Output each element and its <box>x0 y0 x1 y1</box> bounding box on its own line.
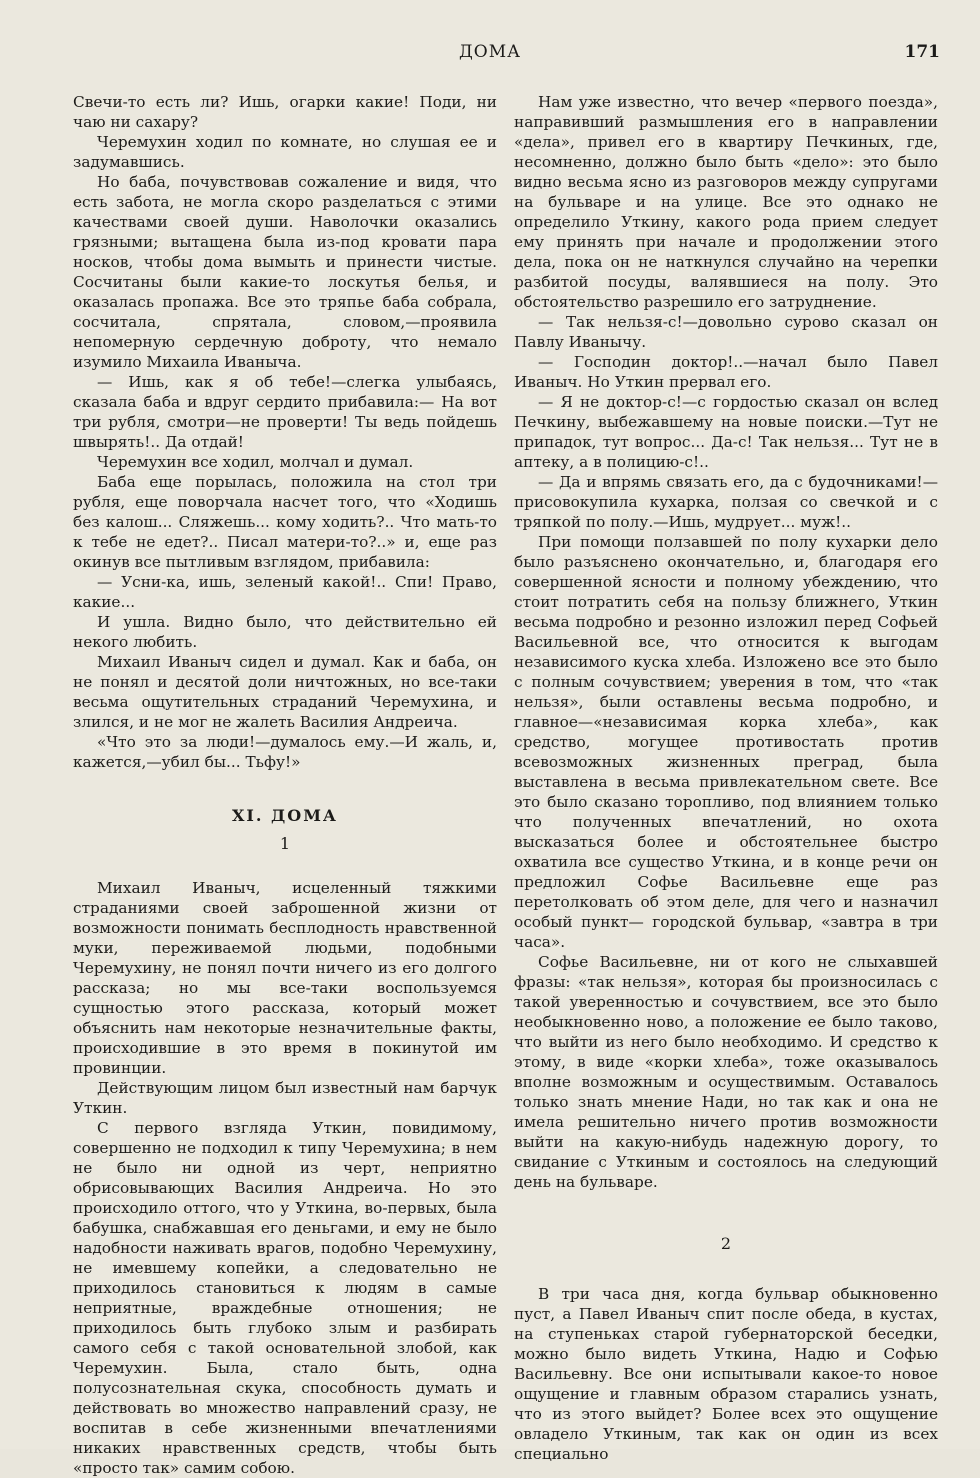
left-column <box>73 92 497 1478</box>
paragraph: Черемухин ходил по комнате, но слушая ее и задумавшись. <box>73 133 497 171</box>
paragraph: — Да и впрямь связать его, да с будочниками!—присовокупила кухарка, ползая со свечкой и с тряпкой по полу.—Ишь, мудрует... муж!.. <box>514 473 938 531</box>
running-title: ДОМА <box>458 42 522 62</box>
paragraph: Софье Васильевне, ни от кого не слыхавшей фразы: «так нельзя», которая бы произносилась с такой уверенностью и сочувствием, все это было необыкновенно ново, а положение ее было таково, что выйти из него было необходимо. И средство к этому, в виде «корки хлеба», тоже оказывалось вполне возможным и осуществимым. Оставалось только знать мнение Нади, но так как и она не имела решительно ничего против возможности выйти на какую-нибудь надежную дорогу, то свидание с Уткиным и состоялось на следующий день на бульваре. <box>514 953 938 1191</box>
right-column <box>514 92 938 1464</box>
paragraph: Нам уже известно, что вечер «первого поезда», направивший размышления его в направлении «дела», привел его в квартиру Печкиных, где, несомненно, должно было быть «дело»: это было видно весьма ясно из разговоров между супругами на бульваре и на улице. Все это однако не определило Уткину, какого рода прием следует ему принять при начале и продолжении этого дела, пока он не наткнулся случайно на черепки разбитой посуды, валявшиеся на полу. Это обстоятельство разрешило его затруднение. <box>514 93 938 311</box>
paragraph: Действующим лицом был известный нам барчук Уткин. <box>73 1079 497 1117</box>
paragraph: С первого взгляда Уткин, повидимому, совершенно не подходил к типу Черемухина; в нем не было ни одной из черт, неприятно обрисовывающих Василия Андреича. Но это происходило оттого, что у Уткина, во-первых, была бабушка, снабжавшая его деньгами, и ему не было надобности наживать врагов, подобно Черемухину, не имевшему копейки, а следовательно не приходилось становиться к людям в самые неприятные, враждебные отношения; не приходилось быть глубоко злым и разбирать самого себя с такой основательной злобой, как Черемухин. Была, стало быть, одна полусознательная скука, способность думать и действовать во множество направлений сразу, не воспитав в себе жизненными впечатлениями никаких нравственных средств, чтобы быть «просто так» самим собою. <box>73 1119 497 1477</box>
chapter-section-number: 1 <box>279 834 291 853</box>
subsection-number: 2 <box>720 1234 732 1253</box>
paragraph: Михаил Иваныч, исцеленный тяжкими страданиями своей заброшенной жизни от возможности понимать бесплодность нравственной муки, переживаемой людьми, подобными Черемухину, не понял почти ничего из его долгого рассказа; но мы все-таки воспользуемся сущностью этого рассказа, который может объяснить нам некоторые незначительные факты, происходившие в это время в покинутой им провинции. <box>73 879 497 1077</box>
paragraph: — Ишь, как я об тебе!—слегка улыбаясь, сказала баба и вдруг сердито прибавила:— На вот три рубля, смотри—не проверти! Ты ведь пойдешь швырять!.. Да отдай! <box>73 373 497 451</box>
paragraph: — Усни-ка, ишь, зеленый какой!.. Спи! Право, какие... <box>73 573 497 611</box>
paragraph: Михаил Иваныч сидел и думал. Как и баба, он не понял и десятой доли ничтожных, но все-таки весьма ощутительных страданий Черемухина, и злился, и не мог не жалеть Василия Андреича. <box>73 653 497 731</box>
paragraph: И ушла. Видно было, что действительно ей некого любить. <box>73 613 497 651</box>
paragraph: «Что это за люди!—думалось ему.—И жаль, и, кажется,—убил бы... Тьфу!» <box>73 733 497 771</box>
chapter-title: XI. ДОМА <box>232 806 338 825</box>
paragraph: — Я не доктор-с!—с гордостью сказал он вслед Печкину, выбежавшему на новые поиски.—Тут не припадок, тут вопрос... Да-с! Так нельзя... Тут не в аптеку, а в полицию-с!.. <box>514 393 938 471</box>
paragraph: Свечи-то есть ли? Ишь, огарки какие! Поди, ни чаю ни сахару? <box>73 93 497 131</box>
paragraph: — Так нельзя-с!—довольно сурово сказал он Павлу Иванычу. <box>514 313 938 351</box>
paragraph: При помощи ползавшей по полу кухарки дело было разъяснено окончательно, и, благодаря его совершенной ясности и полному убеждению, что стоит потратить себя на пользу ближнего, Уткин весьма подробно и резонно изложил перед Софьей Васильевной все, что относится к выгодам независимого куска хлеба. Изложено все это было с полным сочувствием; уверения в том, что «так нельзя», были оставлены весьма подробно, и главное—«независимая корка хлеба», как средство, могущее противостать против всевозможных жизненных преград, была выставлена в весьма привлекательном свете. Все это было сказано торопливо, под влиянием только что полученных впечатлений, но охота высказаться более и обстоятельнее быстро охватила все существо Уткина, и в конце речи он предложил Софье Васильевне еще раз перетолковать об этом деле, для чего и назначил особый пункт— городской бульвар, «завтра в три часа». <box>514 533 938 951</box>
paragraph: В три часа дня, когда бульвар обыкновенно пуст, а Павел Иваныч спит после обеда, в кустах, на ступеньках старой губернаторской беседки, можно было видеть Уткина, Надю и Софью Васильевну. Все они испытывали какое-то новое ощущение и главным образом старались узнать, что из этого выйдет? Более всех это ощущение овладело Уткиным, так как он один из всех специально <box>514 1285 938 1463</box>
paragraph: Черемухин все ходил, молчал и думал. <box>97 453 414 471</box>
page-number: 171 <box>904 42 940 62</box>
paragraph: Баба еще порылась, положила на стол три рубля, еще поворчала насчет того, что «Ходишь без калош... Сляжешь... кому ходить?.. Что мать-то к тебе не едет?.. Писал матери-то?..» и, еще раз окинув все пытливым взглядом, прибавила: <box>73 473 497 571</box>
paragraph: — Господин доктор!..—начал было Павел Иваныч. Но Уткин прервал его. <box>514 353 938 391</box>
paragraph: Но баба, почувствовав сожаление и видя, что есть забота, не могла скоро разделаться с этими качествами своей души. Наволочки оказались грязными; вытащена была из-под кровати пара носков, чтобы дома вымыть и принести чистые. Сосчитаны были какие-то лоскутья белья, и оказалась пропажа. Все это тряпье баба собрала, сосчитала, спрятала, словом,—проявила непомерную сердечную доброту, что немало изумило Михаила Иваныча. <box>73 173 497 371</box>
page-header <box>0 42 980 72</box>
